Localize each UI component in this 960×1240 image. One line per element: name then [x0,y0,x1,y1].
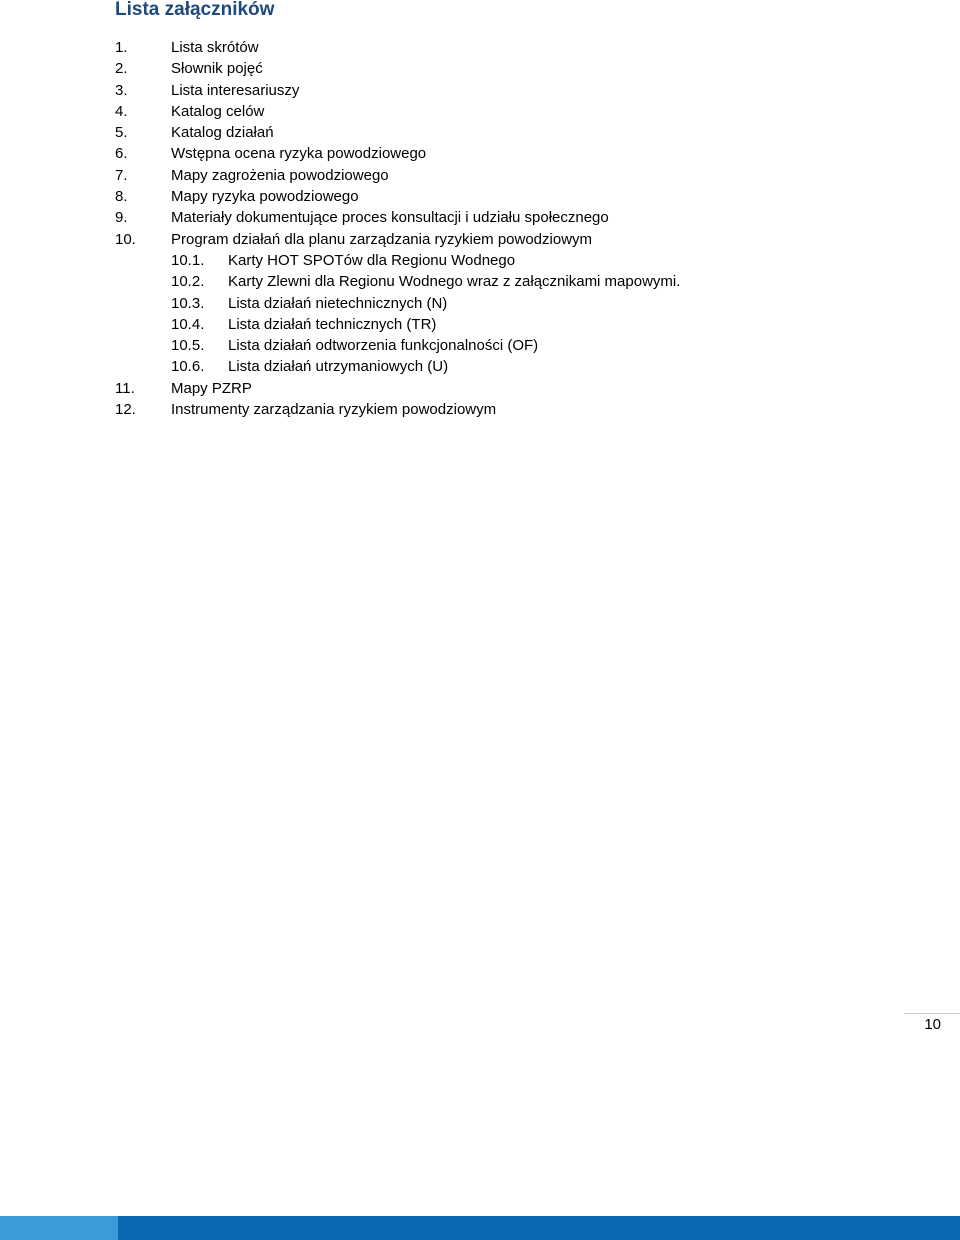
item-number: 10.6. [171,358,205,376]
item-number: 10.1. [171,251,205,269]
item-number: 4. [115,102,128,120]
item-label: Karty HOT SPOTów dla Regionu Wodnego [228,251,516,269]
item-label: Mapy ryzyka powodziowego [171,188,359,206]
item-label: Lista skrótów [171,39,259,56]
item-number: 10.5. [171,337,205,355]
page-number-divider [904,1013,960,1014]
item-label: Lista działań nietechnicznych (N) [228,294,448,312]
item-number: 6. [115,145,128,163]
item-label: Mapy zagrożenia powodziowego [171,166,389,184]
item-label: Katalog działań [171,124,274,142]
item-number: 1. [115,39,128,56]
item-number: 10.4. [171,315,205,333]
item-number: 12. [115,401,136,419]
item-number: 11. [115,379,135,397]
item-number: 10.2. [171,273,205,291]
item-label: Mapy PZRP [171,379,252,397]
item-label: Karty Zlewni dla Regionu Wodnego wraz z załącznikami mapowymi. [228,273,681,291]
item-label: Wstępna ocena ryzyka powodziowego [171,145,427,163]
footer-accent [0,1216,118,1240]
page-number: 10 [924,1016,941,1033]
item-label: Lista działań odtworzenia funkcjonalności (OF) [228,337,539,355]
item-label: Lista działań utrzymaniowych (U) [228,358,449,376]
item-label: Katalog celów [171,102,265,120]
item-label: Program działań dla planu zarządzania ryzykiem powodziowym [171,230,593,248]
item-number: 10. [115,230,136,248]
item-number: 7. [115,166,128,184]
item-label: Instrumenty zarządzania ryzykiem powodziowym [171,401,497,419]
page-title: Lista załączników [115,0,275,20]
item-number: 3. [115,81,128,99]
item-number: 2. [115,60,128,78]
item-label: Lista interesariuszy [171,81,300,99]
item-number: 8. [115,188,128,206]
item-number: 9. [115,209,128,227]
item-label: Lista działań technicznych (TR) [228,315,437,333]
item-number: 5. [115,124,128,142]
item-label: Materiały dokumentujące proces konsultacji i udziału społecznego [171,209,609,227]
item-number: 10.3. [171,294,205,312]
item-label: Słownik pojęć [171,60,263,78]
footer-bar [0,1216,960,1240]
